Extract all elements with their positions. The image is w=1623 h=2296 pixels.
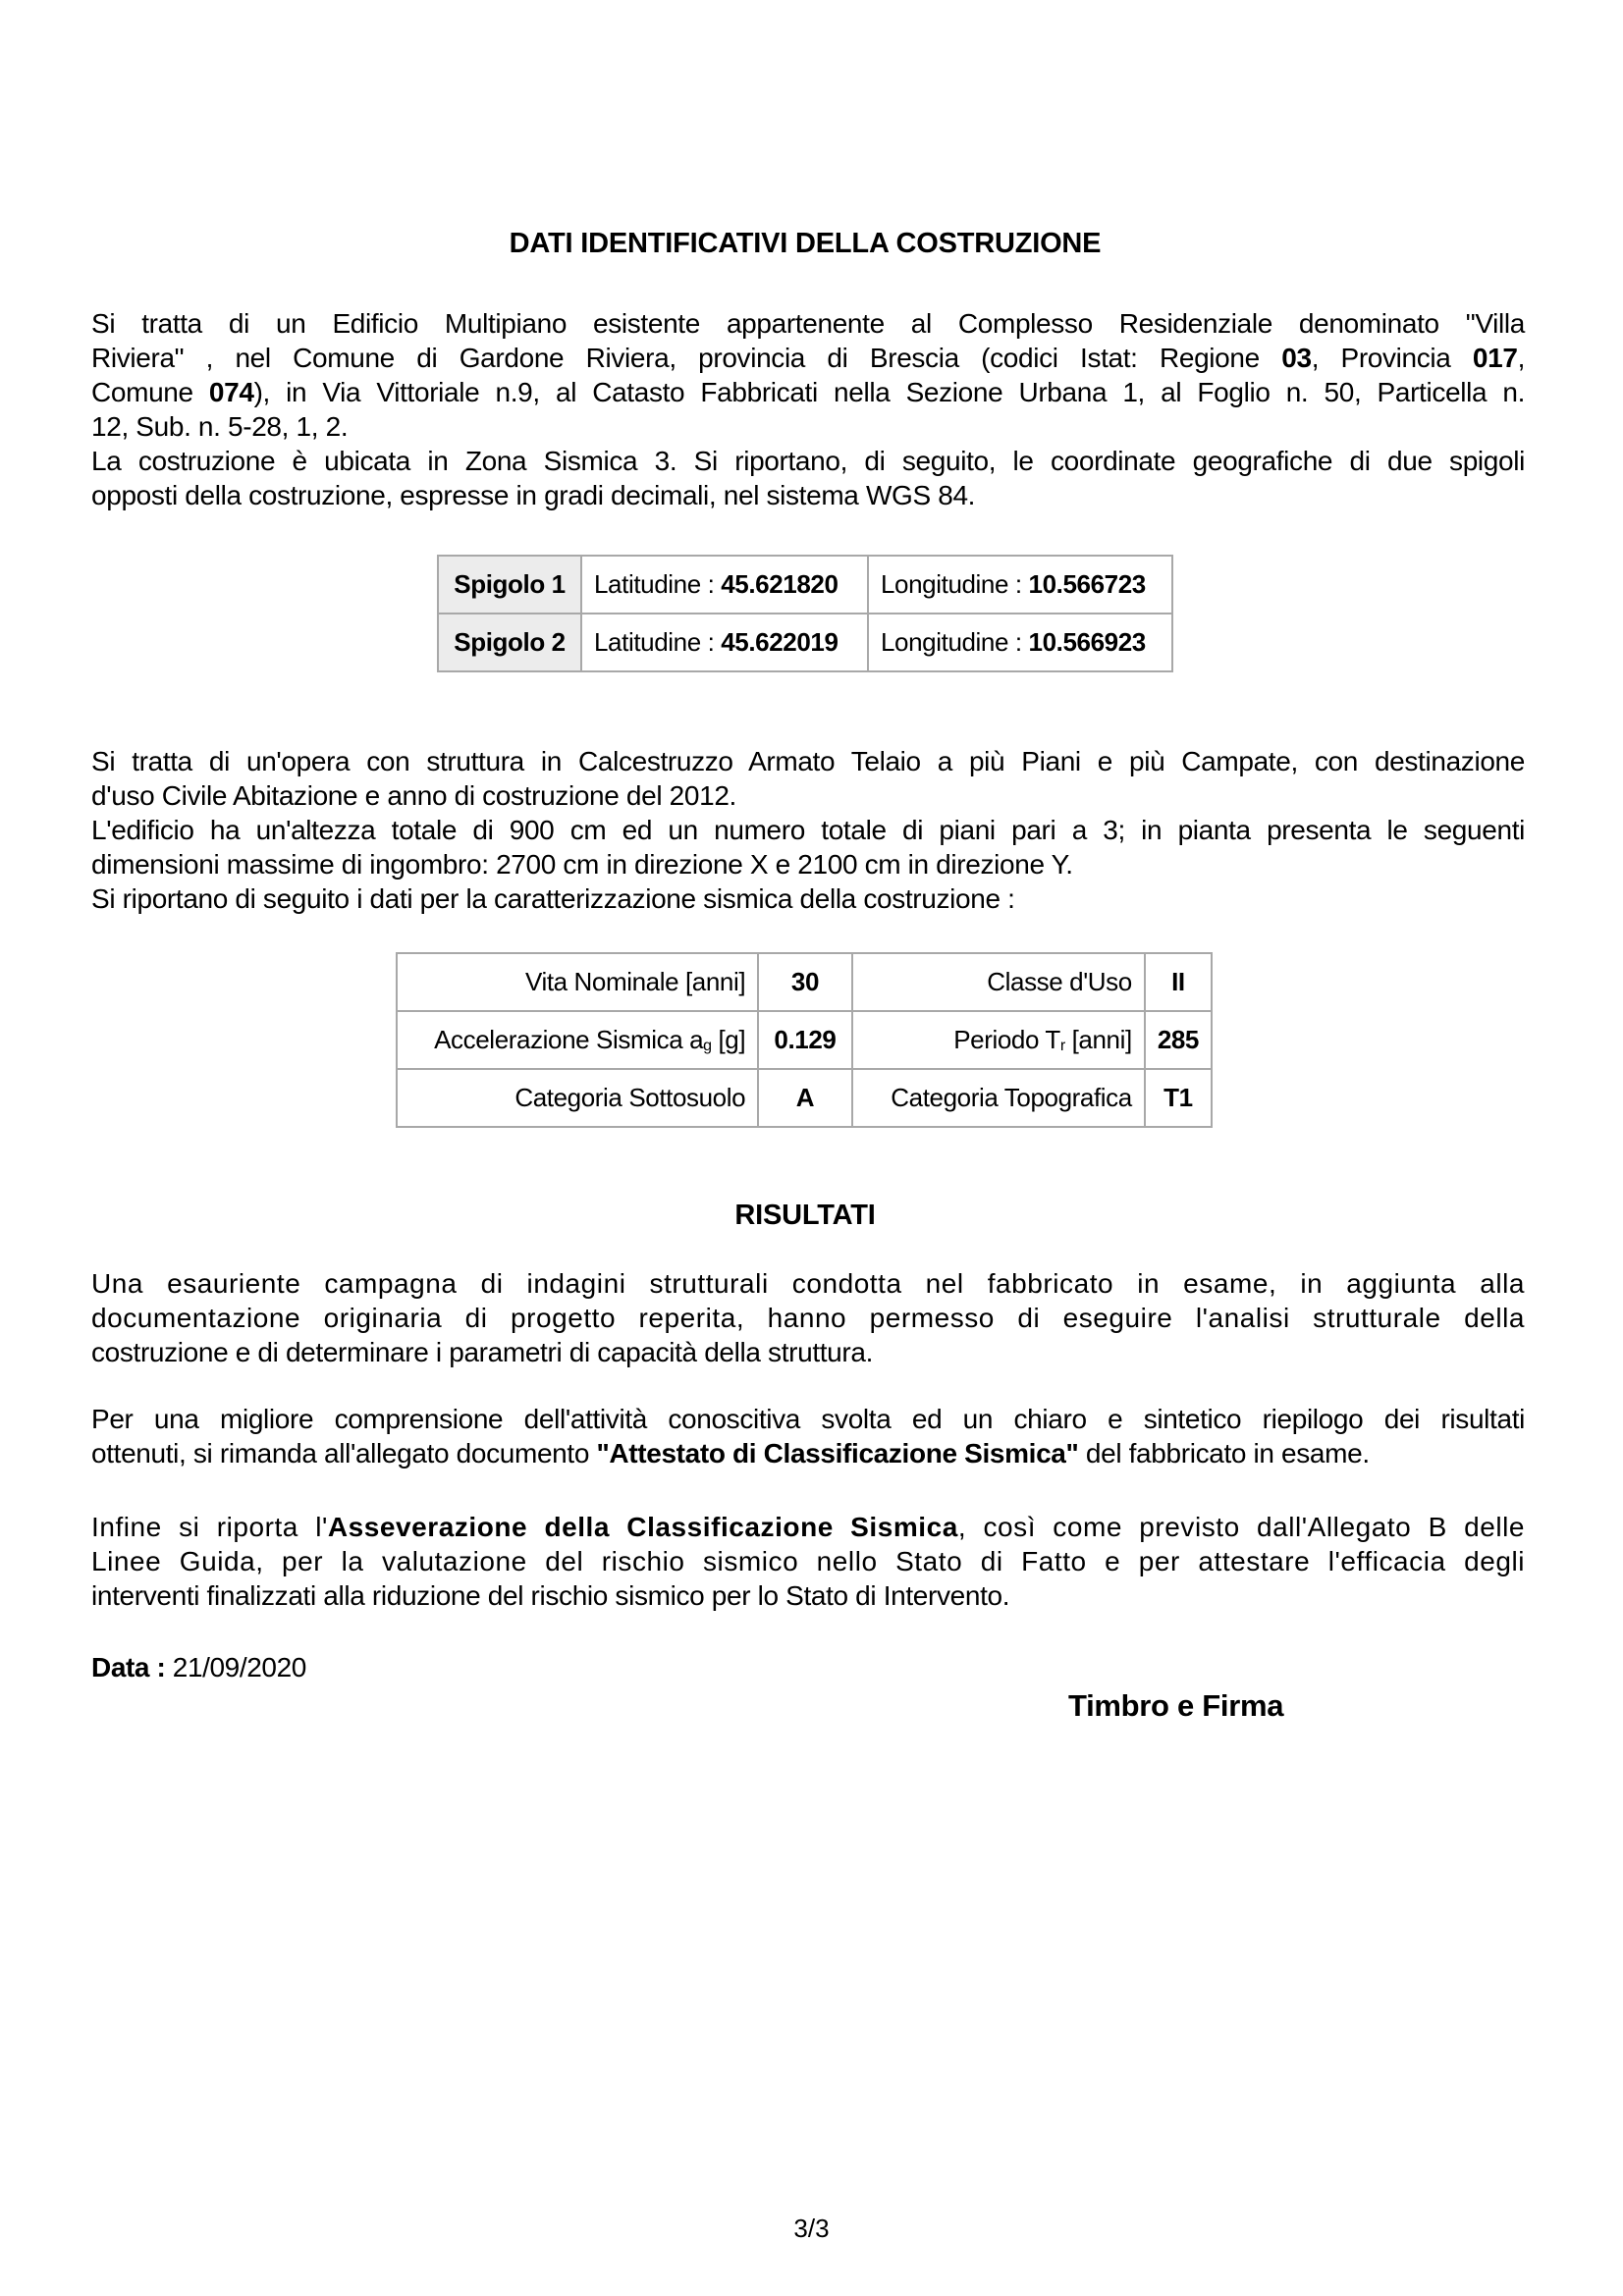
- results-paragraph-2: [91, 1402, 1525, 1470]
- param-label: Classe d'Uso: [852, 953, 1145, 1011]
- table-row: [438, 614, 1172, 671]
- latitude-cell: Latitudine : 45.622019: [581, 614, 868, 671]
- longitude-cell: Longitudine : 10.566923: [868, 614, 1172, 671]
- table-row: [438, 556, 1172, 614]
- intro-paragraph: [91, 306, 1525, 512]
- corner-label: Spigolo 1: [438, 556, 581, 614]
- table-row: [397, 1069, 1212, 1127]
- results-p3-line-2: Linee Guida, per la valutazione del rischio sismico nello Stato di Fatto e per attestare l'efficacia degli: [91, 1546, 1525, 1576]
- param-value: 285: [1145, 1011, 1212, 1069]
- structure-line-4: dimensioni massime di ingombro: 2700 cm in direzione X e 2100 cm in direzione Y.: [91, 849, 1073, 880]
- param-value: 30: [758, 953, 852, 1011]
- param-label: Categoria Topografica: [852, 1069, 1145, 1127]
- istat-comune: 074: [208, 377, 254, 407]
- table-row: [397, 953, 1212, 1011]
- results-p2-line-1: Per una migliore comprensione dell'attività conoscitiva svolta ed un chiaro e sintetico riepilogo dei risultati: [91, 1404, 1525, 1434]
- istat-provincia: 017: [1472, 343, 1518, 373]
- attestato-reference: "Attestato di Classificazione Sismica": [596, 1438, 1079, 1468]
- istat-regione: 03: [1281, 343, 1312, 373]
- results-p3-line-1: Infine si riporta l'Asseverazione della Classificazione Sismica, così come previsto dall'Allegato B delle: [91, 1512, 1525, 1542]
- param-value: A: [758, 1069, 852, 1127]
- results-p1-line-3: costruzione e di determinare i parametri di capacità della struttura.: [91, 1337, 874, 1367]
- coordinates-table: [437, 555, 1173, 672]
- param-value: II: [1145, 953, 1212, 1011]
- results-paragraph-1: [91, 1266, 1525, 1369]
- date-label: Data :: [91, 1652, 166, 1682]
- intro-line-2: Riviera" , nel Comune di Gardone Riviera, provincia di Brescia (codici Istat: Regione 03, Provincia 017,: [91, 343, 1525, 373]
- section-title-dati-identificativi: DATI IDENTIFICATIVI DELLA COSTRUZIONE: [509, 228, 1102, 259]
- latitude-cell: Latitudine : 45.621820: [581, 556, 868, 614]
- results-p1-line-1: Una esauriente campagna di indagini strutturali condotta nel fabbricato in esame, in aggiunta alla: [91, 1268, 1525, 1299]
- page-number: 3/3: [793, 2214, 830, 2243]
- structure-line-1: Si tratta di un'opera con struttura in Calcestruzzo Armato Telaio a più Piani e più Campate, con destinazione: [91, 746, 1525, 776]
- param-value: T1: [1145, 1069, 1212, 1127]
- date-value: 21/09/2020: [165, 1652, 306, 1682]
- results-p1-line-2: documentazione originaria di progetto reperita, hanno permesso di eseguire l'analisi strutturale della: [91, 1303, 1525, 1333]
- section-title-risultati: RISULTATI: [734, 1200, 876, 1231]
- structure-line-3: L'edificio ha un'altezza totale di 900 cm ed un numero totale di piani pari a 3; in pianta presenta le seguenti: [91, 815, 1525, 845]
- param-value: 0.129: [758, 1011, 852, 1069]
- intro-line-4: 12, Sub. n. 5-28, 1, 2.: [91, 411, 349, 442]
- structure-paragraph: [91, 744, 1525, 916]
- structure-line-2: d'uso Civile Abitazione e anno di costruzione del 2012.: [91, 780, 736, 811]
- corner-label: Spigolo 2: [438, 614, 581, 671]
- signature-label: Timbro e Firma: [1068, 1688, 1284, 1723]
- results-p2-line-2: ottenuti, si rimanda all'allegato documento "Attestato di Classificazione Sismica" del fabbricato in esame.: [91, 1438, 1370, 1468]
- intro-line-1: Si tratta di un Edificio Multipiano esistente appartenente al Complesso Residenziale denominato "Villa: [91, 308, 1525, 339]
- intro-line-3: Comune 074), in Via Vittoriale n.9, al Catasto Fabbricati nella Sezione Urbana 1, al Foglio n. 50, Particella n.: [91, 377, 1525, 407]
- longitude-cell: Longitudine : 10.566723: [868, 556, 1172, 614]
- param-label: Categoria Sottosuolo: [397, 1069, 758, 1127]
- intro-line-6: opposti della costruzione, espresse in gradi decimali, nel sistema WGS 84.: [91, 480, 976, 510]
- param-label: Periodo $T_r$ [anni]: [852, 1011, 1145, 1069]
- document-date: [91, 1652, 306, 1683]
- table-row: [397, 1011, 1212, 1069]
- seismic-parameters-table: [396, 952, 1213, 1128]
- asseverazione-reference: Asseverazione della Classificazione Sismica: [327, 1512, 958, 1542]
- structure-line-5: Si riportano di seguito i dati per la caratterizzazione sismica della costruzione :: [91, 883, 1015, 914]
- intro-line-5: La costruzione è ubicata in Zona Sismica 3. Si riportano, di seguito, le coordinate geografiche di due spigoli: [91, 446, 1525, 476]
- param-label: Vita Nominale [anni]: [397, 953, 758, 1011]
- results-paragraph-3: [91, 1510, 1525, 1613]
- param-label: Accelerazione Sismica $a_g$ [g]: [397, 1011, 758, 1069]
- results-p3-line-3: interventi finalizzati alla riduzione del rischio sismico per lo Stato di Intervento.: [91, 1580, 1010, 1611]
